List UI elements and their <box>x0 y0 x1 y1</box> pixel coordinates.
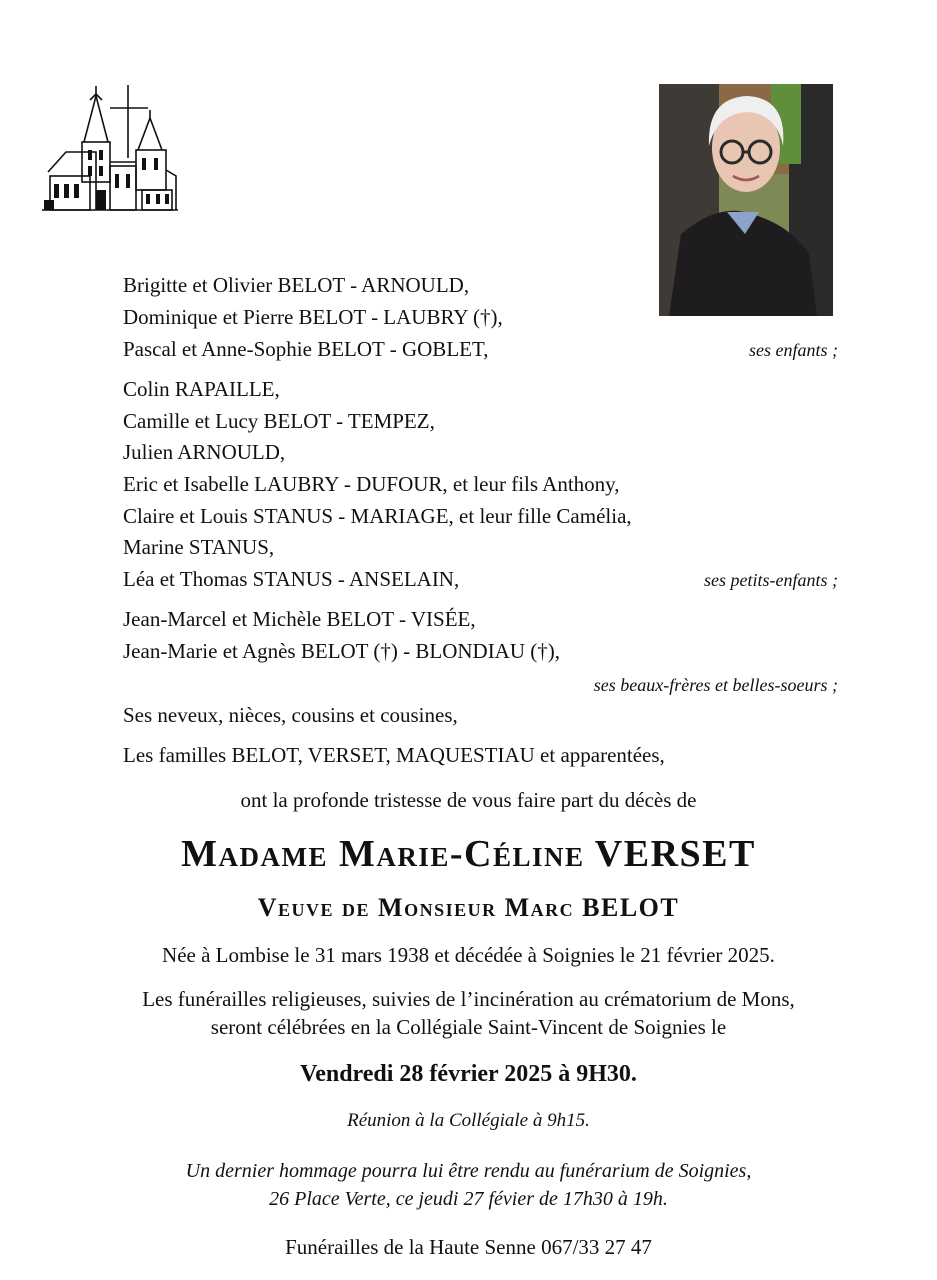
family-line: Camille et Lucy BELOT - TEMPEZ, <box>123 409 435 433</box>
birth-death-info: Née à Lombise le 31 mars 1938 et décédée à Soignies le 21 février 2025. <box>162 943 775 967</box>
relation-label: ses beaux-frères et belles-soeurs ; <box>593 675 838 695</box>
widow-of: Veuve de Monsieur Marc BELOT <box>257 893 680 922</box>
family-line: Colin RAPAILLE, <box>123 377 280 401</box>
homage-info-line: Un dernier hommage pourra lui être rendu au funérarium de Soignies, <box>185 1160 752 1182</box>
funeral-date: Vendredi 28 février 2025 à 9H30. <box>300 1061 637 1087</box>
funeral-home-contact: Funérailles de la Haute Senne 067/33 27 47 <box>285 1235 652 1259</box>
family-line: Claire et Louis STANUS - MARIAGE, et leur fille Camélia, <box>123 504 632 528</box>
deceased-name: Madame Marie-Céline VERSET <box>181 833 756 875</box>
church-with-cross-icon <box>38 80 180 212</box>
family-line: Pascal et Anne-Sophie BELOT - GOBLET, <box>123 337 489 361</box>
family-line: Julien ARNOULD, <box>123 440 286 464</box>
relation-label: ses enfants ; <box>749 340 838 360</box>
meeting-info: Réunion à la Collégiale à 9h15. <box>347 1110 590 1131</box>
family-line: Jean-Marcel et Michèle BELOT - VISÉE, <box>123 607 476 631</box>
family-line: Dominique et Pierre BELOT - LAUBRY (†), <box>123 305 503 329</box>
family-line: Les familles BELOT, VERSET, MAQUESTIAU et apparentées, <box>123 743 665 767</box>
homage-info-line: 26 Place Verte, ce jeudi 27 févier de 17h30 à 19h. <box>269 1188 668 1210</box>
family-line: Brigitte et Olivier BELOT - ARNOULD, <box>123 273 470 297</box>
family-line: Ses neveux, nièces, cousins et cousines, <box>123 703 458 727</box>
family-line: Eric et Isabelle LAUBRY - DUFOUR, et leur fils Anthony, <box>123 472 620 496</box>
family-line: Marine STANUS, <box>123 535 275 559</box>
portrait-photo <box>659 84 833 316</box>
family-line: Jean-Marie et Agnès BELOT (†) - BLONDIAU (†), <box>123 639 561 663</box>
relation-label: ses petits-enfants ; <box>704 570 838 590</box>
announcement-intro: ont la profonde tristesse de vous faire part du décès de <box>240 788 697 812</box>
funeral-info-line: seront célébrées en la Collégiale Saint-Vincent de Soignies le <box>210 1015 727 1039</box>
family-line: Léa et Thomas STANUS - ANSELAIN, <box>123 567 460 591</box>
funeral-info-line: Les funérailles religieuses, suivies de l’incinération au crématorium de Mons, <box>142 987 795 1011</box>
